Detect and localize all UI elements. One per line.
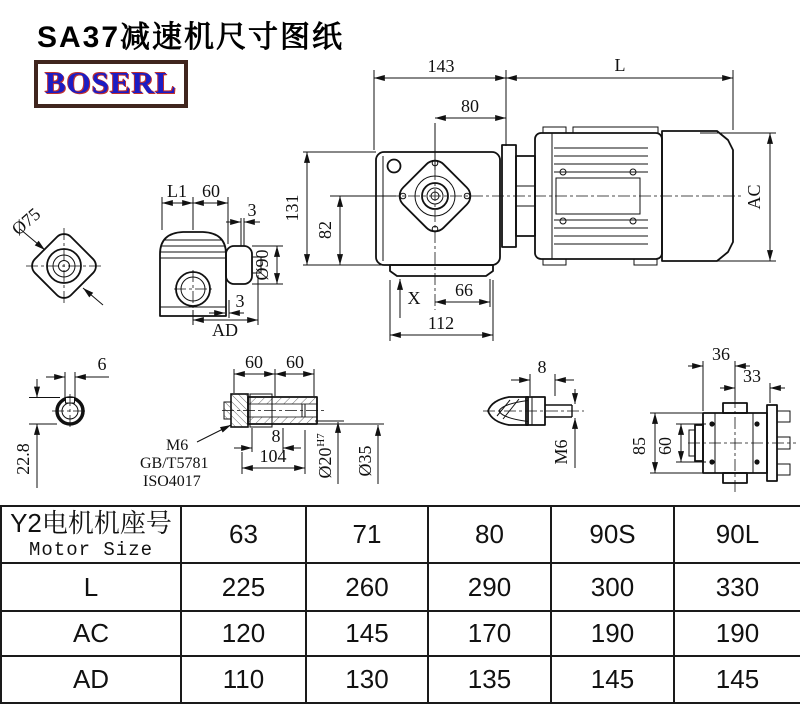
- brand-logo-text: BOSERL: [45, 65, 177, 100]
- table-row-L: [1, 563, 800, 611]
- cell-L-71: 260: [306, 563, 428, 611]
- table-col-63: 63: [181, 506, 306, 563]
- hollow-shaft-detail-view: [140, 352, 384, 490]
- mounting-hole: [709, 421, 714, 426]
- dim-label-8-shaft: 8: [271, 426, 281, 446]
- mounting-hole: [709, 459, 714, 464]
- dim-label-22-8: 22.8: [13, 443, 33, 475]
- dim-label-60-c: 60: [655, 437, 675, 455]
- table-header-motor-size: [1, 506, 181, 563]
- dim-label-80: 80: [461, 96, 479, 116]
- dim-label-d35: Ø35: [355, 445, 375, 477]
- table-header-en: Motor Size: [28, 538, 154, 561]
- cell-AD-90l: 145: [674, 656, 800, 703]
- dim-label-112: 112: [427, 313, 455, 333]
- row-label-AD: AD: [1, 656, 181, 703]
- dim-label-104: 104: [259, 446, 287, 466]
- table-row-AD: [1, 656, 800, 703]
- page-title: SA37减速机尺寸图纸: [37, 21, 345, 54]
- dim-label-85: 85: [629, 437, 649, 455]
- dim-label-143: 143: [427, 56, 455, 76]
- dim-label-131: 131: [282, 194, 302, 222]
- dim-label-60-b: 60: [286, 352, 304, 372]
- label-iso-standard: ISO4017: [143, 473, 201, 490]
- oil-plug: [388, 160, 401, 173]
- output-flange-view: [8, 204, 103, 305]
- input-stub-outline: [226, 246, 252, 284]
- dim-label-36: 36: [712, 344, 730, 364]
- dim-label-d20-tolerance: H7: [315, 433, 327, 447]
- dim-label-AD: AD: [212, 320, 238, 340]
- cell-AC-80: 170: [428, 611, 551, 656]
- cell-AC-71: 145: [306, 611, 428, 656]
- cell-AC-90s: 190: [551, 611, 674, 656]
- dim-label-m6-end: M6: [551, 439, 571, 465]
- dim-label-60-a: 60: [245, 352, 263, 372]
- dim-label-3-top: 3: [247, 200, 257, 220]
- cell-AC-90l: 190: [674, 611, 800, 656]
- dim-label-d20: Ø20: [315, 447, 335, 479]
- dim-label-3-bottom: 3: [235, 291, 245, 311]
- cell-AC-63: 120: [181, 611, 306, 656]
- dim-label-6: 6: [97, 354, 107, 374]
- dim-label-d75: Ø75: [7, 203, 45, 240]
- table-col-80: 80: [428, 506, 551, 563]
- cell-AD-80: 135: [428, 656, 551, 703]
- mounting-hole: [754, 421, 759, 426]
- cell-AD-63: 110: [181, 656, 306, 703]
- dim-label-82: 82: [315, 221, 335, 239]
- table-row-AC: [1, 611, 800, 656]
- dim-label-66: 66: [455, 280, 473, 300]
- dimension-table: [0, 505, 800, 704]
- row-label-AC: AC: [1, 611, 181, 656]
- cell-L-80: 290: [428, 563, 551, 611]
- main-assembly-view: [282, 55, 776, 341]
- cell-L-90s: 300: [551, 563, 674, 611]
- dim-label-X: X: [407, 288, 421, 308]
- dim-label-AC: AC: [744, 184, 764, 210]
- shaft-keyway-section-view: [13, 354, 109, 488]
- cell-AD-71: 130: [306, 656, 428, 703]
- gearbox-foot: [390, 265, 493, 276]
- gearbox-top-view: [160, 181, 283, 340]
- row-label-L: L: [1, 563, 181, 611]
- dim-label-8-end: 8: [537, 357, 547, 377]
- dim-label-L1: L1: [167, 181, 187, 201]
- table-header-cn: Y2电机机座号: [10, 507, 172, 538]
- label-m6-screw: M6: [166, 437, 189, 454]
- dim-label-33: 33: [743, 366, 761, 386]
- table-header-row: [1, 506, 800, 563]
- label-gb-standard: GB/T5781: [140, 455, 209, 472]
- dim-label-d90: Ø90: [252, 249, 272, 281]
- shaft-end-detail-view: [483, 357, 584, 468]
- cell-L-90l: 330: [674, 563, 800, 611]
- table-col-90s: 90S: [551, 506, 674, 563]
- table-col-90l: 90L: [674, 506, 800, 563]
- cell-L-63: 225: [181, 563, 306, 611]
- mounting-foot-view: [629, 344, 796, 492]
- mounting-hole: [754, 459, 759, 464]
- dim-label-60-top: 60: [202, 181, 220, 201]
- table-col-71: 71: [306, 506, 428, 563]
- dim-label-L: L: [614, 55, 626, 75]
- cell-AD-90s: 145: [551, 656, 674, 703]
